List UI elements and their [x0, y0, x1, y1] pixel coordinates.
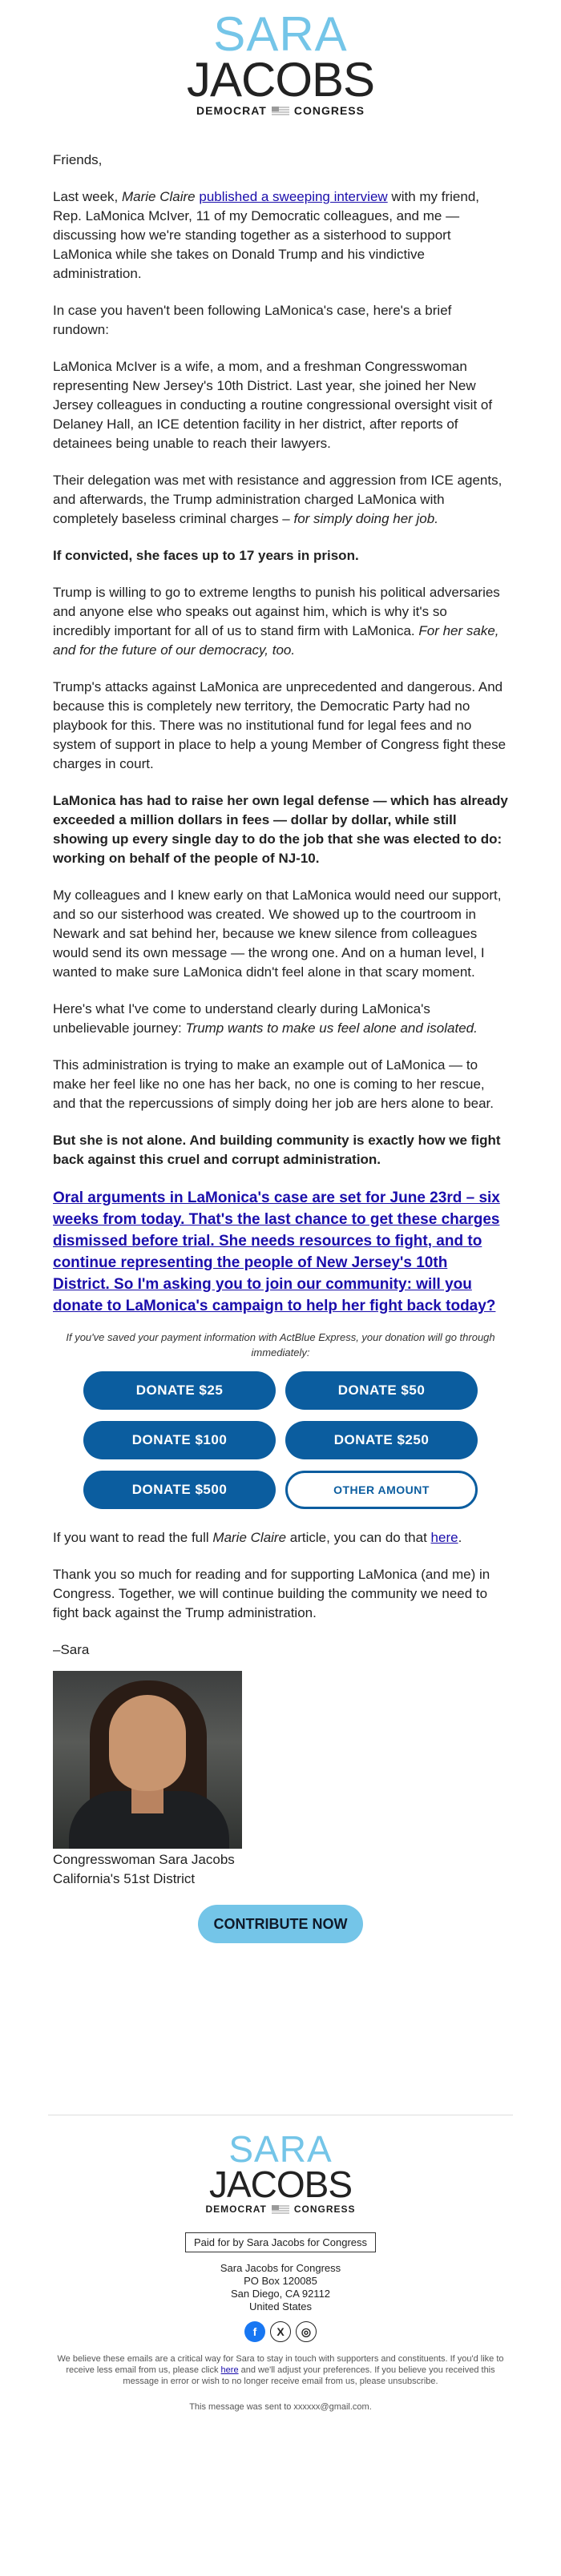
facebook-icon[interactable]: f — [244, 2321, 265, 2342]
logo-first-name: SARA — [213, 7, 348, 61]
preferences-link[interactable]: here — [220, 2365, 239, 2375]
donate-100-button[interactable]: DONATE $100 — [83, 1421, 276, 1459]
instagram-icon[interactable]: ◎ — [296, 2321, 317, 2342]
header-logo — [48, 0, 513, 117]
x-icon[interactable]: X — [270, 2321, 291, 2342]
logo-tagline-left: DEMOCRAT — [196, 104, 267, 117]
greeting: Friends, — [53, 152, 103, 167]
sent-to-notice: This message was sent to xxxxxx@gmail.com. — [189, 2402, 372, 2412]
actblue-note: If you've saved your payment information with ActBlue Express, your donation will go through immediately: — [66, 1331, 495, 1358]
paragraph-community: But she is not alone. And building community is exactly how we fight back against this cruel and corrupt administration. — [53, 1133, 501, 1167]
logo-tagline-right: CONGRESS — [293, 104, 365, 117]
logo-tagline — [48, 104, 513, 117]
paragraph-legal-defense: LaMonica has had to raise her own legal defense — which has already exceeded a million dollars in fees — dollar by dollar, while still showing up every single day to do the job that she was elected to do: working on behalf of the people of NJ-10. — [53, 793, 508, 866]
interview-link[interactable]: published a sweeping interview — [199, 189, 388, 204]
social-links — [48, 2321, 513, 2342]
paragraph-background: LaMonica McIver is a wife, a mom, and a freshman Congresswoman representing New Jersey's 10th District. Last year, she joined her New Jersey colleagues in conducting a routine congressional oversight visit of Delaney Hall, an ICE detention facility in her district, after reports of detainees being unable to reach their lawyers. — [53, 359, 493, 451]
email-container — [48, 0, 513, 2413]
photo-caption-name: Congresswoman Sara Jacobs — [53, 1852, 235, 1867]
footer-logo — [48, 2115, 513, 2215]
signoff: –Sara — [53, 1642, 90, 1657]
donate-250-button[interactable]: DONATE $250 — [285, 1421, 478, 1459]
donate-500-button[interactable]: DONATE $500 — [83, 1471, 276, 1509]
paragraph-rundown: In case you haven't been following LaMonica's case, here's a brief rundown: — [53, 303, 452, 337]
donate-other-amount-button[interactable]: OTHER AMOUNT — [285, 1471, 478, 1509]
paragraph-unprecedented: Trump's attacks against LaMonica are unprecedented and dangerous. And because this is completely new territory, the Democratic Party had no playbook for this. There was no institutional fund for legal fees and no system of support in place to help a young Member of Congress fight these charges in court. — [53, 679, 507, 771]
paid-for-wrap — [48, 2232, 513, 2252]
donate-cta-link[interactable]: Oral arguments in LaMonica's case are set for June 23rd – six weeks from today. That's the last chance to get these charges dismissed before trial. She needs resources to fight, and to continue representing the people of New Jersey's 10th District. So I'm asking you to join our community: will you donate to LaMonica's campaign to help her fight back today? — [53, 1189, 500, 1314]
paragraph-sisterhood: My colleagues and I knew early on that LaMonica would need our support, and so our sisterhood was created. We showed up to the courtroom in Newark and sat behind her, because we knew silence from colleagues would send its own message — the wrong one. And on a human level, I wanted to make sure LaMonica didn't feel alone in that scary moment. — [53, 888, 502, 980]
paid-for-box: Paid for by Sara Jacobs for Congress — [185, 2232, 376, 2252]
flag-icon — [272, 107, 289, 115]
footer-fine-print: We believe these emails are a critical way for Sara to stay in touch with supporters and constituents. If you'd like to receive less email from us, please click here and we'll adjust your preferences. If you believe you received this message in error or wish to no longer receive email from us, please unsubscribe. — [57, 2354, 504, 2386]
email-body — [48, 151, 513, 1360]
paragraph-thanks: Thank you so much for reading and for supporting LaMonica (and me) in Congress. Together, we will continue building the community we need to fight back against the Trump administration. — [53, 1567, 490, 1620]
paragraph-read-article: If you want to read the full Marie Claire article, you can do that here. — [53, 1530, 462, 1545]
footer-logo-first-name: SARA — [228, 2128, 333, 2170]
footer-logo-last-name: JACOBS — [208, 2163, 353, 2205]
logo-last-name: JACOBS — [186, 53, 375, 107]
paragraph-intro: Last week, Marie Claire published a sweeping interview with my friend, Rep. LaMonica McIver, 11 of my Democratic colleagues, and me — discussing how we're standing together as a sisterhood to support LaMonica while she takes on Donald Trump and his vindictive administration. — [53, 189, 479, 281]
closing-section — [48, 1528, 513, 1889]
footer-logo-tagline: DEMOCRAT CONGRESS — [205, 2204, 356, 2215]
article-link[interactable]: here — [430, 1530, 458, 1545]
donation-buttons — [48, 1371, 513, 1509]
paragraph-journey: Here's what I've come to understand clearly during LaMonica's unbelievable journey: Trump wants to make us feel alone and isolated. — [53, 1001, 478, 1036]
paragraph-example: This administration is trying to make an example out of LaMonica — to make her feel like no one has her back, no one is coming to her rescue, and that the repercussions of simply doing her job are hers alone to bear. — [53, 1057, 494, 1111]
photo-caption-district: California's 51st District — [53, 1871, 196, 1886]
flag-icon — [272, 2205, 289, 2214]
cta-paragraph — [53, 1187, 508, 1317]
mailing-address: Sara Jacobs for Congress PO Box 120085 San Diego, CA 92112 United States — [220, 2262, 341, 2312]
paragraph-trump: Trump is willing to go to extreme lengths to punish his political adversaries and anyone else who speaks out against him, which is why it's so incredibly important for all of us to stand firm with LaMonica. For her sake, and for the future of our democracy, too. — [53, 585, 500, 658]
donate-25-button[interactable]: DONATE $25 — [83, 1371, 276, 1410]
portrait-photo — [53, 1671, 242, 1849]
contribute-now-button[interactable]: CONTRIBUTE NOW — [198, 1905, 363, 1943]
paragraph-prison: If convicted, she faces up to 17 years in prison. — [53, 548, 359, 563]
paragraph-charges: Their delegation was met with resistance and aggression from ICE agents, and afterwards, the Trump administration charged LaMonica with completely baseless criminal charges – for simply doing her job. — [53, 473, 502, 526]
contribute-wrap — [48, 1905, 513, 1943]
donate-50-button[interactable]: DONATE $50 — [285, 1371, 478, 1410]
